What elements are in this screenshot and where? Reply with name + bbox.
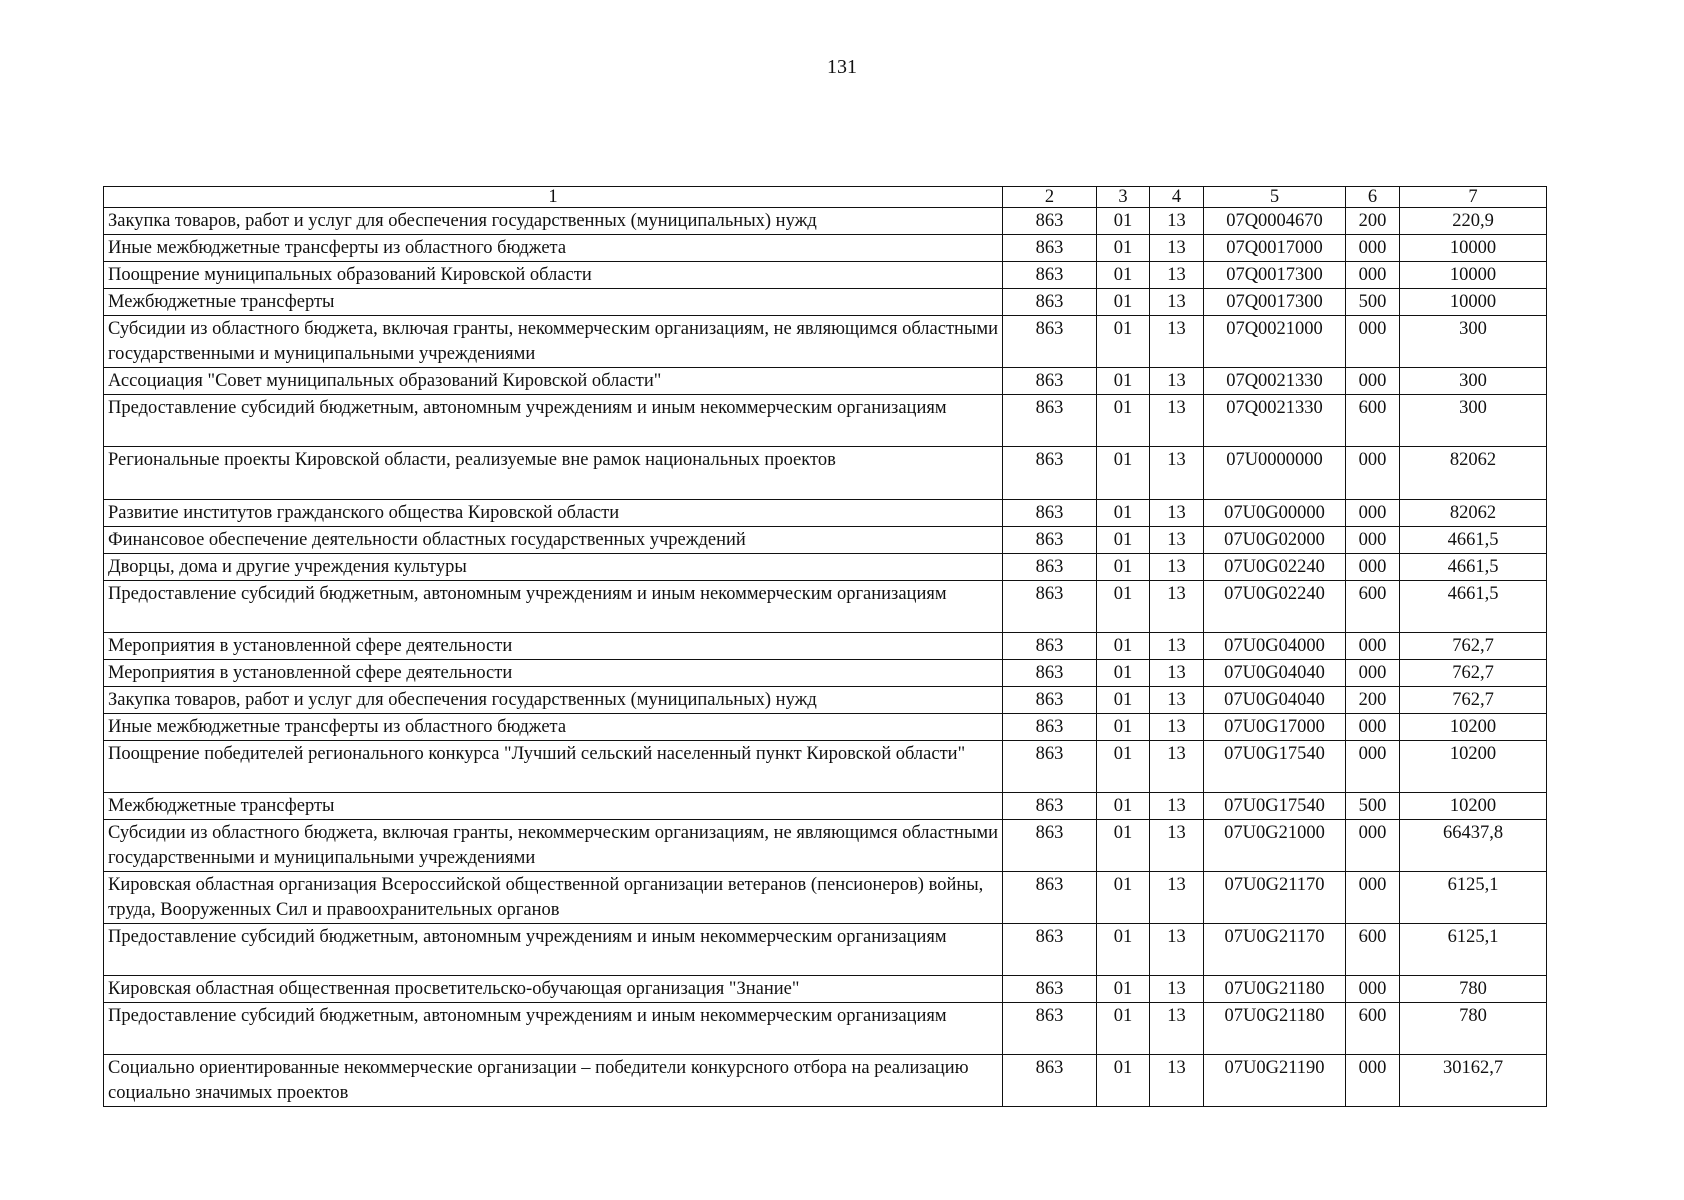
expense-type-cell: 600 <box>1346 1003 1400 1055</box>
table-row <box>104 447 1547 500</box>
ved-cell: 863 <box>1003 527 1097 554</box>
target-article-cell: 07U0G02240 <box>1204 581 1346 633</box>
ved-cell: 863 <box>1003 924 1097 976</box>
expense-type-cell: 000 <box>1346 527 1400 554</box>
subsection-cell: 13 <box>1150 262 1204 289</box>
column-header: 6 <box>1346 187 1400 208</box>
target-article-cell: 07Q0017300 <box>1204 289 1346 316</box>
subsection-cell: 13 <box>1150 447 1204 500</box>
subsection-cell: 13 <box>1150 660 1204 687</box>
amount-cell: 220,9 <box>1400 208 1547 235</box>
subsection-cell: 13 <box>1150 289 1204 316</box>
expense-type-cell: 200 <box>1346 687 1400 714</box>
expense-type-cell: 000 <box>1346 554 1400 581</box>
table-row <box>104 1003 1547 1055</box>
expense-type-cell: 000 <box>1346 820 1400 872</box>
expense-type-cell: 000 <box>1346 872 1400 924</box>
section-cell: 01 <box>1097 660 1150 687</box>
amount-cell: 6125,1 <box>1400 924 1547 976</box>
row-name-cell: Финансовое обеспечение деятельности областных государственных учреждений <box>104 527 1003 554</box>
amount-cell: 82062 <box>1400 500 1547 527</box>
table-row <box>104 633 1547 660</box>
row-name-cell: Мероприятия в установленной сфере деятельности <box>104 633 1003 660</box>
target-article-cell: 07U0G02240 <box>1204 554 1346 581</box>
target-article-cell: 07U0G21180 <box>1204 1003 1346 1055</box>
section-cell: 01 <box>1097 633 1150 660</box>
section-cell: 01 <box>1097 976 1150 1003</box>
row-name-cell: Социально ориентированные некоммерческие организации – победители конкурсного отбора на реализацию социально значимых проектов <box>104 1055 1003 1107</box>
table-row <box>104 793 1547 820</box>
subsection-cell: 13 <box>1150 793 1204 820</box>
subsection-cell: 13 <box>1150 1055 1204 1107</box>
ved-cell: 863 <box>1003 554 1097 581</box>
expense-type-cell: 500 <box>1346 793 1400 820</box>
table-row <box>104 527 1547 554</box>
amount-cell: 762,7 <box>1400 633 1547 660</box>
row-name-cell: Закупка товаров, работ и услуг для обеспечения государственных (муниципальных) нужд <box>104 208 1003 235</box>
amount-cell: 10200 <box>1400 714 1547 741</box>
row-name-cell: Предоставление субсидий бюджетным, автономным учреждениям и иным некоммерческим организациям <box>104 924 1003 976</box>
row-name-cell: Мероприятия в установленной сфере деятельности <box>104 660 1003 687</box>
header-row <box>104 187 1547 208</box>
expense-type-cell: 000 <box>1346 660 1400 687</box>
subsection-cell: 13 <box>1150 872 1204 924</box>
table-row <box>104 368 1547 395</box>
table-row <box>104 1055 1547 1107</box>
table-row <box>104 924 1547 976</box>
subsection-cell: 13 <box>1150 820 1204 872</box>
expense-type-cell: 200 <box>1346 208 1400 235</box>
amount-cell: 10000 <box>1400 262 1547 289</box>
subsection-cell: 13 <box>1150 976 1204 1003</box>
ved-cell: 863 <box>1003 793 1097 820</box>
row-name-cell: Кировская областная общественная просветительско-обучающая организация "Знание" <box>104 976 1003 1003</box>
subsection-cell: 13 <box>1150 554 1204 581</box>
section-cell: 01 <box>1097 687 1150 714</box>
subsection-cell: 13 <box>1150 741 1204 793</box>
amount-cell: 10200 <box>1400 793 1547 820</box>
subsection-cell: 13 <box>1150 714 1204 741</box>
table-row <box>104 581 1547 633</box>
section-cell: 01 <box>1097 1003 1150 1055</box>
column-header: 5 <box>1204 187 1346 208</box>
amount-cell: 10200 <box>1400 741 1547 793</box>
amount-cell: 4661,5 <box>1400 581 1547 633</box>
expense-type-cell: 000 <box>1346 633 1400 660</box>
section-cell: 01 <box>1097 1055 1150 1107</box>
amount-cell: 300 <box>1400 368 1547 395</box>
target-article-cell: 07U0G21000 <box>1204 820 1346 872</box>
target-article-cell: 07Q0004670 <box>1204 208 1346 235</box>
section-cell: 01 <box>1097 741 1150 793</box>
section-cell: 01 <box>1097 527 1150 554</box>
target-article-cell: 07U0G04000 <box>1204 633 1346 660</box>
table-row <box>104 872 1547 924</box>
column-header: 1 <box>104 187 1003 208</box>
expense-type-cell: 000 <box>1346 741 1400 793</box>
section-cell: 01 <box>1097 447 1150 500</box>
row-name-cell: Предоставление субсидий бюджетным, автономным учреждениям и иным некоммерческим организациям <box>104 395 1003 447</box>
row-name-cell: Предоставление субсидий бюджетным, автономным учреждениям и иным некоммерческим организациям <box>104 1003 1003 1055</box>
expense-type-cell: 000 <box>1346 368 1400 395</box>
row-name-cell: Поощрение муниципальных образований Кировской области <box>104 262 1003 289</box>
expense-type-cell: 600 <box>1346 581 1400 633</box>
table-row <box>104 500 1547 527</box>
column-header: 3 <box>1097 187 1150 208</box>
section-cell: 01 <box>1097 581 1150 633</box>
row-name-cell: Субсидии из областного бюджета, включая гранты, некоммерческим организациям, не являющимся областными государственными и муниципальными учреждениями <box>104 820 1003 872</box>
expense-type-cell: 500 <box>1346 289 1400 316</box>
row-name-cell: Иные межбюджетные трансферты из областного бюджета <box>104 235 1003 262</box>
page-number: 131 <box>827 56 857 78</box>
subsection-cell: 13 <box>1150 527 1204 554</box>
target-article-cell: 07Q0017000 <box>1204 235 1346 262</box>
expense-type-cell: 600 <box>1346 395 1400 447</box>
amount-cell: 300 <box>1400 395 1547 447</box>
row-name-cell: Кировская областная организация Всероссийской общественной организации ветеранов (пенсионеров) войны, труда, Вооруженных Сил и правоохранительных органов <box>104 872 1003 924</box>
table-row <box>104 208 1547 235</box>
ved-cell: 863 <box>1003 316 1097 368</box>
section-cell: 01 <box>1097 554 1150 581</box>
expense-type-cell: 000 <box>1346 714 1400 741</box>
amount-cell: 300 <box>1400 316 1547 368</box>
table-row <box>104 820 1547 872</box>
subsection-cell: 13 <box>1150 316 1204 368</box>
expense-type-cell: 000 <box>1346 1055 1400 1107</box>
row-name-cell: Иные межбюджетные трансферты из областного бюджета <box>104 714 1003 741</box>
expense-type-cell: 000 <box>1346 235 1400 262</box>
subsection-cell: 13 <box>1150 633 1204 660</box>
table-row <box>104 741 1547 793</box>
row-name-cell: Субсидии из областного бюджета, включая гранты, некоммерческим организациям, не являющимся областными государственными и муниципальными учреждениями <box>104 316 1003 368</box>
ved-cell: 863 <box>1003 1055 1097 1107</box>
amount-cell: 10000 <box>1400 235 1547 262</box>
ved-cell: 863 <box>1003 395 1097 447</box>
target-article-cell: 07Q0021330 <box>1204 395 1346 447</box>
target-article-cell: 07U0G21180 <box>1204 976 1346 1003</box>
target-article-cell: 07U0G21190 <box>1204 1055 1346 1107</box>
row-name-cell: Дворцы, дома и другие учреждения культуры <box>104 554 1003 581</box>
amount-cell: 6125,1 <box>1400 872 1547 924</box>
section-cell: 01 <box>1097 924 1150 976</box>
table-row <box>104 976 1547 1003</box>
ved-cell: 863 <box>1003 262 1097 289</box>
section-cell: 01 <box>1097 793 1150 820</box>
target-article-cell: 07Q0021330 <box>1204 368 1346 395</box>
section-cell: 01 <box>1097 820 1150 872</box>
subsection-cell: 13 <box>1150 395 1204 447</box>
ved-cell: 863 <box>1003 289 1097 316</box>
table-row <box>104 316 1547 368</box>
ved-cell: 863 <box>1003 500 1097 527</box>
amount-cell: 4661,5 <box>1400 527 1547 554</box>
table-row <box>104 395 1547 447</box>
table-row <box>104 687 1547 714</box>
expense-type-cell: 000 <box>1346 447 1400 500</box>
target-article-cell: 07U0G04040 <box>1204 660 1346 687</box>
ved-cell: 863 <box>1003 820 1097 872</box>
table-row <box>104 235 1547 262</box>
amount-cell: 780 <box>1400 976 1547 1003</box>
row-name-cell: Закупка товаров, работ и услуг для обеспечения государственных (муниципальных) нужд <box>104 687 1003 714</box>
table-body <box>104 208 1547 1107</box>
target-article-cell: 07U0G21170 <box>1204 872 1346 924</box>
amount-cell: 30162,7 <box>1400 1055 1547 1107</box>
amount-cell: 762,7 <box>1400 660 1547 687</box>
table-row <box>104 660 1547 687</box>
table-row <box>104 289 1547 316</box>
column-header: 2 <box>1003 187 1097 208</box>
expense-type-cell: 000 <box>1346 976 1400 1003</box>
section-cell: 01 <box>1097 289 1150 316</box>
subsection-cell: 13 <box>1150 235 1204 262</box>
section-cell: 01 <box>1097 714 1150 741</box>
section-cell: 01 <box>1097 235 1150 262</box>
ved-cell: 863 <box>1003 714 1097 741</box>
section-cell: 01 <box>1097 368 1150 395</box>
row-name-cell: Межбюджетные трансферты <box>104 289 1003 316</box>
subsection-cell: 13 <box>1150 1003 1204 1055</box>
ved-cell: 863 <box>1003 687 1097 714</box>
row-name-cell: Региональные проекты Кировской области, реализуемые вне рамок национальных проектов <box>104 447 1003 500</box>
section-cell: 01 <box>1097 316 1150 368</box>
subsection-cell: 13 <box>1150 208 1204 235</box>
subsection-cell: 13 <box>1150 500 1204 527</box>
budget-table <box>103 186 1547 1107</box>
table-row <box>104 554 1547 581</box>
section-cell: 01 <box>1097 872 1150 924</box>
row-name-cell: Развитие институтов гражданского общества Кировской области <box>104 500 1003 527</box>
ved-cell: 863 <box>1003 581 1097 633</box>
ved-cell: 863 <box>1003 872 1097 924</box>
amount-cell: 4661,5 <box>1400 554 1547 581</box>
target-article-cell: 07U0G21170 <box>1204 924 1346 976</box>
amount-cell: 82062 <box>1400 447 1547 500</box>
row-name-cell: Ассоциация "Совет муниципальных образований Кировской области" <box>104 368 1003 395</box>
ved-cell: 863 <box>1003 368 1097 395</box>
target-article-cell: 07U0000000 <box>1204 447 1346 500</box>
target-article-cell: 07Q0021000 <box>1204 316 1346 368</box>
target-article-cell: 07U0G17540 <box>1204 793 1346 820</box>
subsection-cell: 13 <box>1150 581 1204 633</box>
amount-cell: 66437,8 <box>1400 820 1547 872</box>
column-header: 7 <box>1400 187 1547 208</box>
amount-cell: 10000 <box>1400 289 1547 316</box>
target-article-cell: 07U0G17000 <box>1204 714 1346 741</box>
amount-cell: 762,7 <box>1400 687 1547 714</box>
section-cell: 01 <box>1097 500 1150 527</box>
ved-cell: 863 <box>1003 235 1097 262</box>
subsection-cell: 13 <box>1150 368 1204 395</box>
target-article-cell: 07Q0017300 <box>1204 262 1346 289</box>
ved-cell: 863 <box>1003 660 1097 687</box>
ved-cell: 863 <box>1003 1003 1097 1055</box>
expense-type-cell: 000 <box>1346 316 1400 368</box>
subsection-cell: 13 <box>1150 687 1204 714</box>
row-name-cell: Поощрение победителей регионального конкурса "Лучший сельский населенный пункт Кировской области" <box>104 741 1003 793</box>
ved-cell: 863 <box>1003 976 1097 1003</box>
ved-cell: 863 <box>1003 447 1097 500</box>
ved-cell: 863 <box>1003 208 1097 235</box>
section-cell: 01 <box>1097 208 1150 235</box>
subsection-cell: 13 <box>1150 924 1204 976</box>
section-cell: 01 <box>1097 395 1150 447</box>
expense-type-cell: 600 <box>1346 924 1400 976</box>
expense-type-cell: 000 <box>1346 262 1400 289</box>
column-header: 4 <box>1150 187 1204 208</box>
table-row <box>104 262 1547 289</box>
amount-cell: 780 <box>1400 1003 1547 1055</box>
target-article-cell: 07U0G04040 <box>1204 687 1346 714</box>
ved-cell: 863 <box>1003 741 1097 793</box>
expense-type-cell: 000 <box>1346 500 1400 527</box>
target-article-cell: 07U0G17540 <box>1204 741 1346 793</box>
target-article-cell: 07U0G02000 <box>1204 527 1346 554</box>
table-row <box>104 714 1547 741</box>
section-cell: 01 <box>1097 262 1150 289</box>
row-name-cell: Межбюджетные трансферты <box>104 793 1003 820</box>
ved-cell: 863 <box>1003 633 1097 660</box>
row-name-cell: Предоставление субсидий бюджетным, автономным учреждениям и иным некоммерческим организациям <box>104 581 1003 633</box>
target-article-cell: 07U0G00000 <box>1204 500 1346 527</box>
